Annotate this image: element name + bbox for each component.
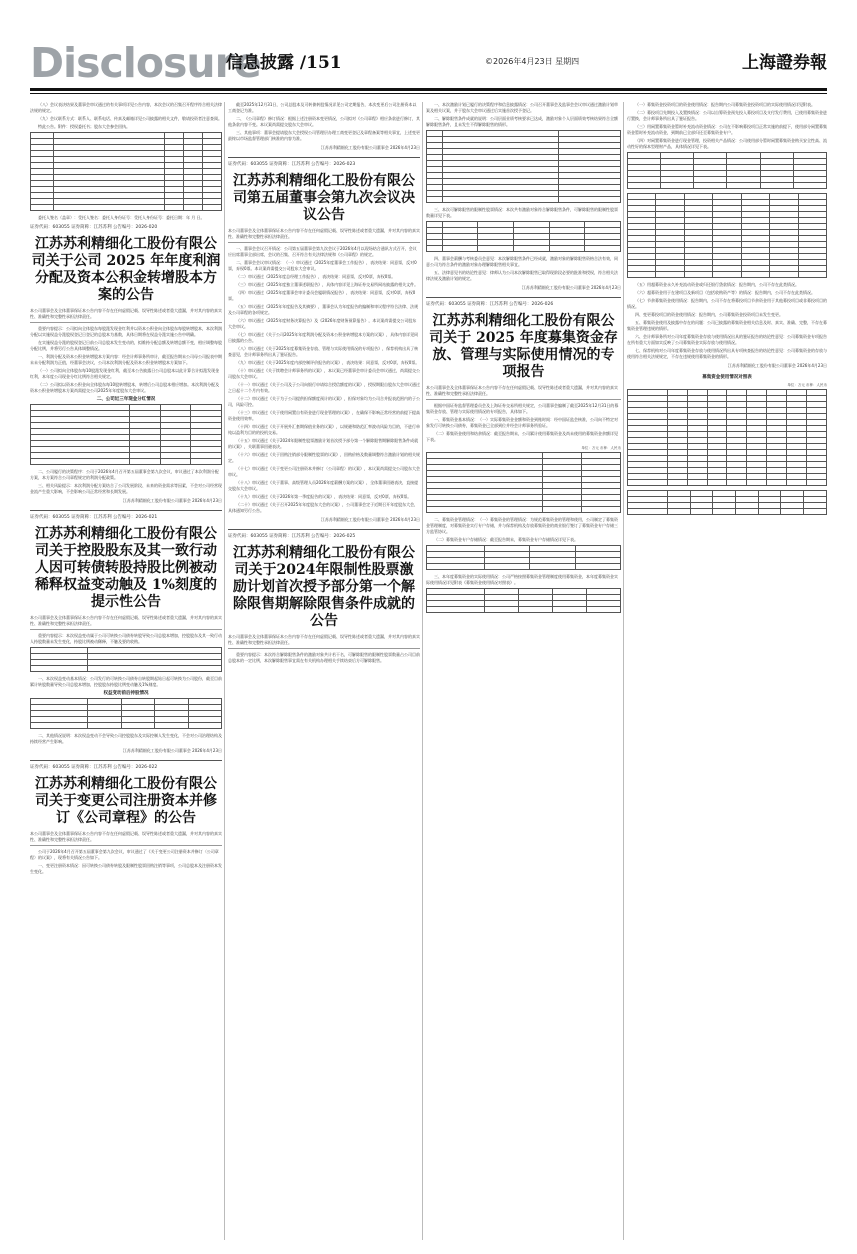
unlock-condition-table (426, 130, 621, 203)
fund-change-table (627, 490, 827, 515)
article-signature: 江苏苏利精细化工股份有限公司董事会 2026年4月23日 (122, 498, 222, 503)
article-headline: 江苏苏利精细化工股份有限公司关于变更公司注册资本并修订《公司章程》的公告 (35, 776, 217, 826)
article-code: 证券代码：603055 证券简称：江苏苏利 公告编号：2026-025 (228, 534, 356, 539)
fund-usage-table (426, 588, 621, 613)
column-3: 一、本次激励计划已履行的决策程序和信息披露情况：公司召开董事会及监事会会议审议通过激励计划草案及相关议案，并于股东大会审议通过后实施首次授予登记。 二、解除限售条件成就的说明：公司层面业绩考核要求已达成，激励对象个人层面绩效考核结果符合全额解除限售条件，且未发生不得解除限售的情形。 三、本次可解除限售的限制性股票情况：本次共有激励对象符合解除限售条件，可解除限售的限制性股票数量详见下表。 四、董事会薪酬与考核委员会意见：本次解除限售条件已经成就，激励对象的解除限售资格合法有效，同意公司为符合条件的激励对象办理解除限售相关事宜。 五、法律意见书的结论性意见：律师认为公司本次解除限售已取得现阶段必要的批准和授权，符合相关法律法规及激励计划的规定。 江苏苏利精细化工股份有限公司董事会 2026年4月23日 证券代码：603055 证券简称：江苏苏利 公告编号：2026-026 江苏苏利精细化工股份有限公司关于 2025 年度募集资金存放、管理与实际使用情况的专项报告 本公司董事会及全体董事保证本公告内容不存在任何虚假记载、误导性陈述或者重大遗漏，并对其内容的真实性、准确性和完整性承担法律责任。 根据中国证券监督管理委员会及上海证券交易所相关规定，公司董事会编制了截至2025年12月31日的募集资金存放、管理与实际使用情况的专项报告，具体如下。 一、募集资金基本情况：（一）实际募集资金金额和资金到账时间：经中国证监会核准，公司向不特定对象发行可转换公司债券，募集资金已全部到位并经会计师事务所验证。 （二）募集资金使用和结余情况：截至报告期末，公司累计使用募集资金及尚未使用的募集资金余额详见下表。 单位：万元 币种：人民币 二、募集资金管理情况：（一）募集资金的管理情况：为规范募集资金的管理和使用，公司制定了募集资金管理制度，对募集资金实行专户存储，并与保荐机构及存放募集资金的商业银行签订了募集资金专户存储三方监管协议。 （二）募集资金专户存储情况：截至报告期末，募集资金专户存储情况详见下表。 三、本年度募集资金的实际使用情况：公司严格按照募集资金管理制度使用募集资金，本年度募集资金实际使用情况详见附表《募集资金使用情况对照表》。 (426, 102, 621, 1240)
masthead-rule-thin (30, 93, 827, 94)
proxy-table (30, 132, 222, 211)
article-signature: 江苏苏利精细化工股份有限公司董事会 2026年4月23日 (521, 285, 621, 290)
article-notice: 本公司董事会及全体董事保证本公告内容不存在任何虚假记载、误导性陈述或者重大遗漏，并对其内容的真实性、准确性和完整性承担法律责任。 (30, 308, 222, 323)
fund-table-title: 募集资金使用情况对照表 (702, 375, 752, 380)
article-notice: 本公司董事会及全体董事保证本公告内容不存在任何虚假记载、误导性陈述或者重大遗漏，并对其内容的真实性、准确性和完整性承担法律责任。 (426, 385, 621, 400)
table-unit: 单位：万元 币种：人民币 (581, 446, 621, 450)
column-4: （一）募集资金投资项目的资金使用情况：报告期内公司募集资金投资项目的实际使用情况详见附表。 （二）募投项目先期投入及置换情况：公司以自筹资金预先投入募投项目及支付发行费用，已使用募集资金进行置换，会计师事务所出具了鉴证报告。 （三）用闲置募集资金暂时补充流动资金情况：公司在不影响募投项目正常实施的前提下，使用部分闲置募集资金暂时补充流动资金，到期前已全部归还至募集资金专户。 （四）对闲置募集资金进行现金管理，投资相关产品情况：公司使用部分暂时闲置募集资金购买安全性高、流动性好的保本型理财产品，具体情况详见下表。 （五）用超募资金永久补充流动资金或归还银行贷款情况：报告期内，公司不存在此类情况。 （六）超募资金用于在建项目及新项目（包括收购资产等）的情况：报告期内，公司不存在此类情况。 （七）节余募集资金使用情况：报告期内，公司不存在将募投项目节余资金用于其他募投项目或非募投项目的情况。 四、变更募投项目的资金使用情况：报告期内，公司募集资金投资项目未发生变更。 五、募集资金使用及披露中存在的问题：公司已披露的募集资金相关信息及时、真实、准确、完整，不存在募集资金管理违规的情形。 六、会计师事务所对公司年度募集资金存放与使用情况出具的鉴证报告的结论性意见：公司募集资金专项报告在所有重大方面如实反映了公司募集资金实际存放与使用情况。 七、保荐机构对公司年度募集资金存放与使用情况所出具专项核查报告的结论性意见：公司募集资金的存放与使用符合相关法规规定，不存在违规使用募集资金的情形。 江苏苏利精细化工股份有限公司董事会 2026年4月23日 募集资金使用情况对照表 单位：万元 币种：人民币 (627, 102, 827, 1240)
column-2: 截至2025年12月31日，公司总股本及可转债转股情况详见公司定期报告，本次变更后公司注册资本以工商登记为准。 二、《公司章程》修订情况：根据上述注册资本变更情况，公司拟对《公司章程》相应条款进行修订，其他条款内容不变。本议案尚需提交股东大会审议。 三、其他事项：董事会提请股东大会授权公司管理层办理工商变更登记及章程备案等相关事宜，上述变更最终以市场监督管理部门核准的内容为准。 江苏苏利精细化工股份有限公司董事会 2026年4月23日 证券代码：603055 证券简称：江苏苏利 公告编号：2026-023 江苏苏利精细化工股份有限公司第五届董事会第九次会议决议公告 本公司董事会及全体董事保证本公告内容不存在任何虚假记载、误导性陈述或者重大遗漏，并对其内容的真实性、准确性和完整性承担法律责任。 一、董事会会议召开情况：公司第五届董事会第九次会议于2026年4月以现场结合通讯方式召开，会议应出席董事全部出席，会议的召集、召开符合有关法律法规和《公司章程》的规定。 二、董事会会议审议情况：（一）审议通过《2025年度董事会工作报告》，表决结果：同意票，反对0票，弃权0票。本议案尚需提交公司股东大会审议。 （二）审议通过《2025年度总经理工作报告》，表决结果：同意票，反对0票，弃权0票。 （三）审议通过《2025年度独立董事述职报告》，具体内容详见上海证券交易所网站披露的相关文件。 （四）审议通过《2025年度董事会审计委员会履职情况报告》，表决结果：同意票，反对0票，弃权0票。 （五）审议通过《2025年年度报告及其摘要》，董事会认为年度报告的编制和审议程序符合法律、法规及公司章程的各项规定。 （六）审议通过《2025年度财务决算报告》及《2026年度财务预算报告》，本议案尚需提交公司股东大会审议。 （七）审议通过《关于公司2025年年度利润分配及资本公积金转增股本方案的议案》，具体内容详见同日披露的公告。 （八）审议通过《关于2025年度募集资金存放、管理与实际使用情况的专项报告》，保荐机构出具了核查意见，会计师事务所出具了鉴证报告。 （九）审议通过《关于2025年度内部控制评价报告的议案》，表决结果：同意票，反对0票，弃权0票。 （十）审议通过《关于续聘会计师事务所的议案》，本议案已经董事会审计委员会审议通过，尚需提交公司股东大会审议。 （十一）审议通过《关于公司及子公司向银行申请综合授信额度的议案》，授权期限自股东大会审议通过之日起十二个月内有效。 （十二）审议通过《关于为子公司提供担保额度预计的议案》，担保对象均为公司合并报表范围内的子公司，风险可控。 （十三）审议通过《关于使用闲置自有资金进行现金管理的议案》，在确保不影响正常经营的前提下提高资金使用效率。 （十四）审议通过《关于开展外汇套期保值业务的议案》，以规避和防范汇率波动风险为目的，不进行单纯以盈利为目的的投机交易。 （十五）审议通过《关于2024年限制性股票激励计划首次授予部分第一个解除限售期解除限售条件成就的议案》，关联董事回避表决。 （十六）审议通过《关于回购注销部分限制性股票的议案》，回购价格及数量调整符合激励计划的相关规定。 （十七）审议通过《关于变更公司注册资本并修订〈公司章程〉的议案》，本议案尚需提交公司股东大会审议。 （十八）审议通过《关于董事、高级管理人员2026年度薪酬方案的议案》，全体董事回避表决，直接提交股东大会审议。 （十九）审议通过《关于2026年第一季度报告的议案》，表决结果：同意票，反对0票，弃权0票。 （二十）审议通过《关于召开2025年年度股东大会的议案》，公司董事会定于近期召开年度股东大会，具体通知另行公告。 江苏苏利精细化工股份有限公司董事会 2026年4月23日 证券代码：603055 证券简称：江苏苏利 公告编号：2026-025 江苏苏利精细化工股份有限公司关于2024年限制性股票激励计划首次授予部分第一个解除限售期解除限售条件成就的公告 本公司董事会及全体董事保证本公告内容不存在任何虚假记载、误导性陈述或者重大遗漏，并对其内容的真实性、准确性和完整性承担法律责任。 重要内容提示：本次符合解除限售条件的激励对象共计若干名，可解除限售的限制性股票数量占公司目前总股本的一定比例，本次解除限售事宜需在有关机构办理相关手续结束后方可解除限售。 (228, 102, 420, 663)
column-separator (422, 102, 423, 1240)
equity-table-title: 权益变动前后持股情况 (103, 691, 149, 696)
masthead-rule (30, 88, 827, 91)
brand-logo: Disclosure (30, 39, 261, 87)
article-code: 证券代码：603055 证券简称：江苏苏利 公告编号：2026-026 (426, 302, 554, 307)
article-notice: 本公司董事会及全体董事保证本公告内容不存在任何虚假记载、误导性陈述或者重大遗漏，并对其内容的真实性、准确性和完整性承担法律责任。 (228, 634, 420, 649)
article-divider (228, 529, 420, 530)
article-code: 证券代码：603055 证券简称：江苏苏利 公告编号：2026-022 (30, 765, 158, 770)
cash-management-table (627, 152, 827, 189)
fund-balance-table (426, 452, 621, 513)
article-divider (30, 760, 222, 761)
newspaper-name: 上海證券報 (742, 53, 827, 73)
article-headline: 江苏苏利精细化工股份有限公司关于公司 2025 年年度利润分配及资本公积金转增股本方案的公告 (31, 236, 221, 303)
article-divider (228, 157, 420, 158)
article-divider (426, 297, 621, 298)
article-headline: 江苏苏利精细化工股份有限公司第五届董事会第九次会议决议公告 (233, 173, 415, 223)
article-code: 证券代码：603055 证券简称：江苏苏利 公告编号：2026-020 (30, 225, 158, 230)
section-title: 信息披露 /151 (226, 53, 342, 73)
account-table (426, 545, 621, 570)
article-notice: 本公司董事会及全体董事保证本公告内容不存在任何虚假记载、误导性陈述或者重大遗漏，并对其内容的真实性、准确性和完整性承担法律责任。 (30, 831, 222, 846)
article-notice: 本公司董事会及全体董事保证本公告内容不存在任何虚假记载、误导性陈述或者重大遗漏，并对其内容的真实性、准确性和完整性承担法律责任。 (228, 228, 420, 243)
equity-change-table (30, 698, 222, 729)
column-separator (623, 102, 624, 1240)
article-signature: 江苏苏利精细化工股份有限公司董事会 2026年4月23日 (320, 517, 420, 522)
fund-comparison-table (627, 389, 827, 486)
article-notice: 本公司董事会及全体董事保证本公告内容不存在任何虚假记载、误导性陈述或者重大遗漏，并对其内容的真实性、准确性和完整性承担法律责任。 (30, 615, 222, 630)
issue-date: ©2026年4月23日 星期四 (485, 57, 580, 66)
masthead (30, 40, 827, 86)
article-signature: 江苏苏利精细化工股份有限公司董事会 2026年4月23日 (320, 145, 420, 150)
article-headline: 江苏苏利精细化工股份有限公司关于 2025 年度募集资金存放、管理与实际使用情况的专项报告 (429, 313, 618, 380)
product-detail-table (627, 193, 827, 278)
dividend-table (30, 404, 222, 465)
holder-info-table (30, 647, 222, 672)
article-signature: 江苏苏利精细化工股份有限公司董事会 2026年4月23日 (122, 748, 222, 753)
column-separator (224, 102, 225, 1240)
article-headline: 江苏苏利精细化工股份有限公司关于控股股东及其一致行动人因可转债转股持股比例被动稀释权益变动触及 1%刻度的提示性公告 (35, 526, 217, 610)
article-code: 证券代码：603055 证券简称：江苏苏利 公告编号：2026-021 (30, 515, 158, 520)
article-headline: 江苏苏利精细化工股份有限公司关于2024年限制性股票激励计划首次授予部分第一个解除限售期解除限售条件成就的公告 (233, 545, 415, 629)
article-signature: 江苏苏利精细化工股份有限公司董事会 2026年4月23日 (727, 363, 827, 368)
article-code: 证券代码：603055 证券简称：江苏苏利 公告编号：2026-023 (228, 162, 356, 167)
table-unit: 单位：万元 币种：人民币 (787, 383, 827, 387)
column-1: （八）会议表决结果及董事会审议通过的有关事项详见公告内容，本次会议的召集召开程序符合相关法律法规的规定。 （九）会议联系方式：联系人、联系电话、传真及邮箱详见公司披露的相关文件，敬请投资者注意查阅。 特此公告。附件：授权委托书；股东大会参会回执。 委托人签名（盖章）：受托人签名：委托人身份证号：受托人身份证号：委托日期：年 月 日。 证券代码：603055 证券简称：江苏苏利 公告编号：2026-020 江苏苏利精细化工股份有限公司关于公司 2025 年年度利润分配及资本公积金转增股本方案的公告 本公司董事会及全体董事保证本公告内容不存在任何虚假记载、误导性陈述或者重大遗漏，并对其内容的真实性、准确性和完整性承担法律责任。 重要内容提示：公司拟向全体股东每股派发现金红利并以资本公积金向全体股东每股转增股本，本次利润分配以实施权益分派股权登记日登记的总股本为基数，具体日期将在权益分派实施公告中明确。 在实施权益分派的股权登记日前公司总股本发生变动的，拟维持分配总额及转增总额不变，相应调整每股分配比例，并将另行公告具体调整情况。 一、利润分配及资本公积金转增股本方案内容：经会计师事务所审计，截至报告期末公司母公司报表中期末未分配利润为正值，经董事会决议，公司本次利润分配及资本公积金转增股本方案如下。 （一）公司拟向全体股东每10股派发现金红利，截至本公告披露日公司总股本以此计算合计拟派发现金红利，本年度公司现金分红比例符合相关规定。 （二）公司拟以资本公积金向全体股东每10股转增股本，转增后公司总股本相应增加。本次利润分配及资本公积金转增股本方案尚需提交公司2025年年度股东大会审议。 二、公司近三年现金分红情况 二、公司履行的决策程序：公司于2026年4月召开第五届董事会第九次会议，审议通过了本次利润分配方案，本方案符合公司章程规定的利润分配政策。 三、相关风险提示：本次利润分配方案结合了公司发展阶段、未来的资金需求等因素，不会对公司经营现金流产生重大影响，不会影响公司正常经营和长期发展。 江苏苏利精细化工股份有限公司董事会 2026年4月23日 证券代码：603055 证券简称：江苏苏利 公告编号：2026-021 江苏苏利精细化工股份有限公司关于控股股东及其一致行动人因可转债转股持股比例被动稀释权益变动触及 1%刻度的提示性公告 本公司董事会及全体董事保证本公告内容不存在任何虚假记载、误导性陈述或者重大遗漏，并对其内容的真实性、准确性和完整性承担法律责任。 重要内容提示：本次权益变动属于公司可转换公司债券转股导致公司总股本增加，控股股东及其一致行动人持股数量未发生变化，持股比例被动稀释，不触及要约收购。 一、本次权益变动基本情况：公司发行的可转换公司债券自转股期起始日起可转换为公司股份，截至目前累计转股数量导致公司总股本增加，控股股东持股比例变动触及1%刻度。 权益变动前后持股情况 二、其他情况说明：本次权益变动不会导致公司控股股东及实际控制人发生变化，不会对公司治理结构及持续经营产生影响。 江苏苏利精细化工股份有限公司董事会 2026年4月23日 证券代码：603055 证券简称：江苏苏利 公告编号：2026-022 江苏苏利精细化工股份有限公司关于变更公司注册资本并修订《公司章程》的公告 本公司董事会及全体董事保证本公告内容不存在任何虚假记载、误导性陈述或者重大遗漏，并对其内容的真实性、准确性和完整性承担法律责任。 公司于2026年4月召开第五届董事会第九次会议，审议通过了《关于变更公司注册资本并修订〈公司章程〉的议案》，现将有关情况公告如下。 一、变更注册资本情况：因可转换公司债券转股及限制性股票回购注销等事项，公司总股本及注册资本发生变化。 (30, 102, 222, 874)
article-divider (30, 510, 222, 511)
dividend-table-title: 二、公司近三年现金分红情况 (96, 397, 156, 402)
unlock-detail-table (426, 221, 621, 252)
